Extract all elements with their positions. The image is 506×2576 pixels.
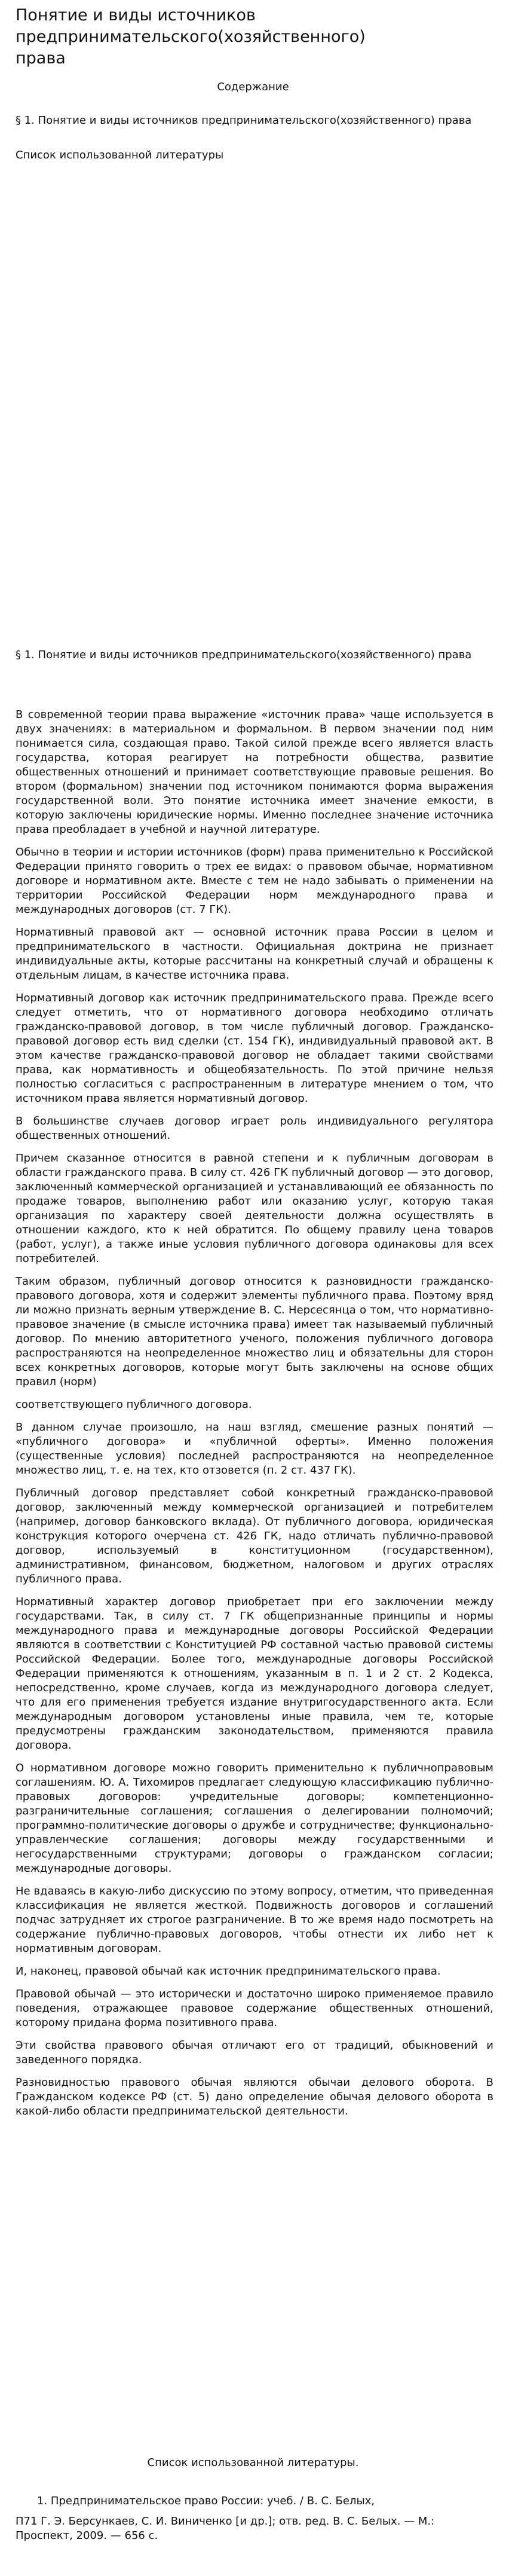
reference-number: 1. — [37, 2495, 48, 2507]
reference-item — [37, 2494, 493, 2508]
paragraph: соответствующего публичного договора. — [16, 1398, 252, 1411]
paragraph: Правовой обычай — это исторически и достаточно широко применяемое правило поведения, отражающее правовое содержание общественных отношений, которому придана форма позитивного права. — [16, 1988, 493, 2029]
section-heading: § 1. Понятие и виды источников предпринимательского(хозяйственного) права — [16, 649, 472, 661]
paragraph: Причем сказанное относится в равной степени и к публичным договорам в области гражданского права. В силу ст. 426 ГК публичный договор — это договор, заключенный коммерческой организацией и устанавливающий ее обязанность по продаже товаров, выполнению работ или оказанию услуг, которую такая организация по характеру своей деятельности должна осуществлять в отношении каждого, кто к ней обратится. По общему правилу цена товаров (работ, услуг), а также иные условия публичного договора одинаковы для всех потребителей. — [16, 1152, 493, 1265]
references-heading: Список использованной литературы. — [147, 2456, 359, 2469]
paragraph: Нормативный договор как источник предпринимательского права. Прежде всего следует отметить, что от нормативного договора необходимо отличать гражданско-правовой договор, в том числе публичный договор. Гражданско-правовой договор есть вид сделки (ст. 154 ГК), индивидуальный правовой акт. В этом качестве гражданско-правовой договор не обладает такими свойствами права, как нормативность и общеобязательность. По этой причине нельзя полностью согласиться с распространенным в литературе мнением о том, что источником права является нормативный договор. — [16, 992, 493, 1105]
paragraph: Нормативный характер договор приобретает при его заключении между государствами. Так, в силу ст. 7 ГК общепризнанные принципы и нормы международного права и международные договоры Российской Федерации являются в соответствии с Конституцией РФ составной частью правовой системы Российской Федерации. Более того, международные договоры Российской Федерации применяются к отношениям, указанным в п. 1 и 2 ст. 2 Кодекса, непосредственно, кроме случаев, когда из международного договора следует, что для его применения требуется издание внутригосударственного акта. Если международным договором установлены иные правила, чем те, которые предусмотрены гражданским законодательством, применяются правила договора. — [16, 1596, 493, 1752]
references-list — [16, 2494, 493, 2543]
toc-item-references[interactable]: Список использованной литературы — [16, 149, 224, 161]
paragraph: Разновидностью правового обычая являются обычаи делового оборота. В Гражданском кодексе РФ (ст. 5) дано определение обычая делового оборота в какой-либо области предпринимательской деятельности. — [16, 2076, 493, 2117]
paragraph: В современной теории права выражение «источник права» чаще используется в двух значениях: в материальном и формальном. В первом значении под ним понимается сила, создающая право. Такой силой прежде всего является власть государства, которая реагирует на потребности общества, развитие общественных отношений и принимает соответствующие правовые решения. Во втором (формальном) значении под источником понимаются форма выражения государственной воли. Это понятие источника имеет значение емкости, в которую заключены юридические нормы. Именно последнее значение источника права преобладает в учебной и научной литературе. — [16, 708, 493, 836]
paragraph: Не вдаваясь в какую-либо дискуссию по этому вопросу, отметим, что приведенная классификация не является жесткой. Подвижность договоров и соглашений подчас затрудняет их строгое разграничение. В то же время надо посмотреть на содержание публично-правовых договоров, чтобы отнести их либо нет к нормативным договорам. — [16, 1885, 493, 1955]
paragraph: В большинстве случаев договор играет роль индивидуального регулятора общественных отношений. — [16, 1115, 493, 1142]
toc-item-section-1[interactable]: § 1. Понятие и виды источников предпринимательского(хозяйственного) права — [16, 114, 472, 127]
paragraph: И, наконец, правовой обычай как источник предпринимательского права. — [16, 1965, 441, 1978]
paragraph: Таким образом, публичный договор относится к разновидности гражданско-правового договора, хотя и содержит элементы публичного права. Поэтому вряд ли можно признать верным утверждение В. С. Нерсесянца о том, что нормативно-правовое значение (в смысле источника права) имеет так называемый публичный договор. По мнению авторитетного ученого, положения публичного договора распространяются на неопределенное множество лиц и обязательны для сторон всех конкретных договоров, которые могут быть заключены на основе общих правил (норм) — [16, 1275, 493, 1388]
document-body — [16, 708, 493, 2127]
paragraph: Эти свойства правового обычая отличают его от традиций, обыкновений и заведенного порядка. — [16, 2039, 493, 2066]
paragraph: В данном случае произошло, на наш взгляд, смешение разных понятий — «публичного договора» и «публичной оферты». Именно положения (существенные условия) последней распространяются на неопределенное множество лиц, т. е. на тех, кто отзовется (п. 2 ст. 437 ГК). — [16, 1421, 493, 1477]
document-title: Понятие и виды источников предпринимательского(хозяйственного) права — [16, 6, 366, 68]
paragraph: Нормативный правовой акт — основной источник права России в целом и предпринимательского в частности. Официальная доктрина не признает индивидуальные акты, которые рассчитаны на конкретный случай и обращены к отдельным лицам, в качестве источника права. — [16, 926, 493, 982]
reference-detail: П71 Г. Э. Берсункаев, С. И. Виниченко [и др.]; отв. ред. В. С. Белых. — М.: Проспект, 2009. — 656 с. — [16, 2515, 435, 2542]
toc-heading: Содержание — [217, 81, 289, 93]
reference-title: Предпринимательское право России: учеб. / В. С. Белых, — [50, 2495, 375, 2507]
paragraph: Публичный договор представляет собой конкретный гражданско-правовой договор, заключенный между коммерческой организацией и потребителем (например, договор банковского вклада). От публичного договора, юридическая конструкция которого очерчена ст. 426 ГК, надо отличать публично-правовой договор, используемый в конституционном (государственном), административном, финансовом, бюджетном, налоговом и других отраслях публичного права. — [16, 1487, 493, 1585]
paragraph: Обычно в теории и истории источников (форм) права применительно к Российской Федерации принято говорить о трех ее видах: о правовом обычае, нормативном договоре и нормативном акте. Вместе с тем не надо забывать о применении на территории Российской Федерации норм международного права и международных договоров (ст. 7 ГК). — [16, 846, 493, 916]
paragraph: О нормативном договоре можно говорить применительно к публичноправовым соглашениям. Ю. А. Тихомиров предлагает следующую классификацию публично-правовых договоров: учредительные договоры; компетенционно-разграничительные соглашения; соглашения о делегировании полномочий; программно-политические договоры о дружбе и сотрудничестве; функционально-управленческие соглашения; договоры между государственными и негосударственными структурами; договоры о гражданском согласии; международные договоры. — [16, 1762, 493, 1875]
